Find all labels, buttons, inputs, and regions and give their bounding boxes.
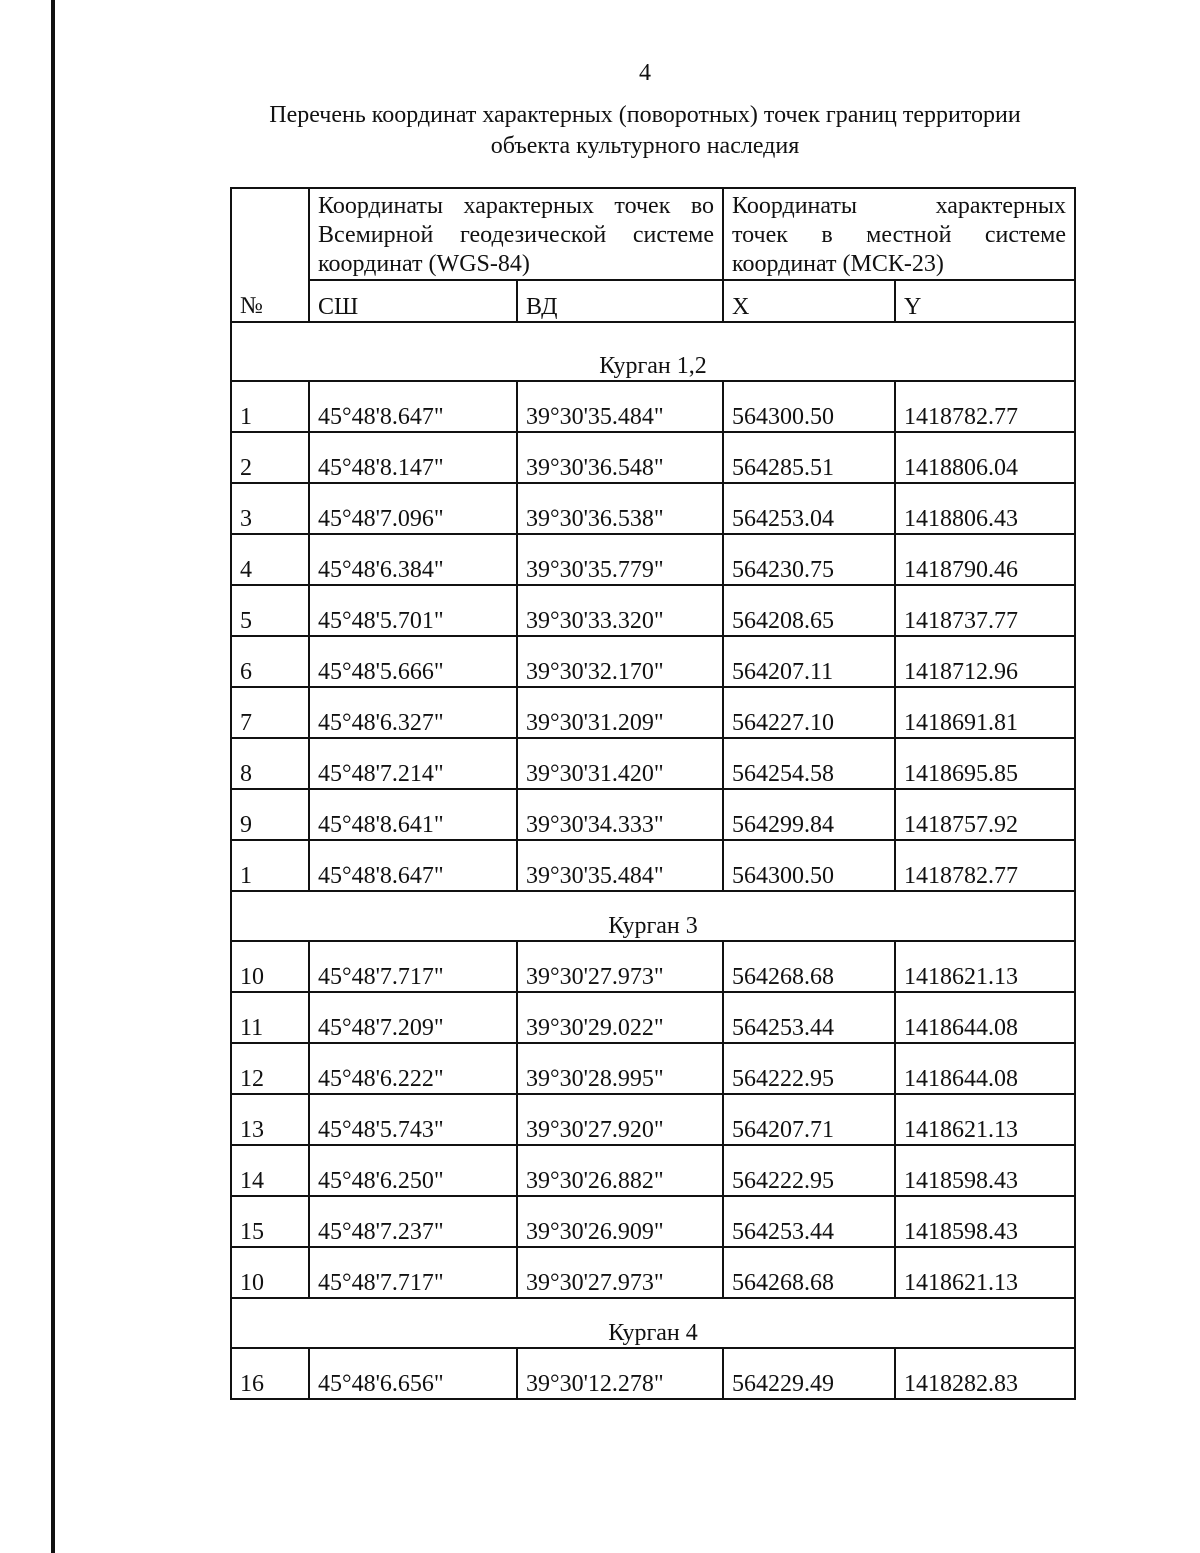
table-row — [231, 1094, 1075, 1145]
table-row — [231, 687, 1075, 738]
longitude-cell: 39°30'27.973" — [517, 1247, 723, 1298]
section-title: Курган 4 — [231, 1298, 1075, 1348]
x-cell: 564207.71 — [723, 1094, 895, 1145]
x-cell: 564299.84 — [723, 789, 895, 840]
longitude-cell: 39°30'27.973" — [517, 941, 723, 992]
header-msk23 — [723, 188, 1075, 280]
y-cell: 1418644.08 — [895, 992, 1075, 1043]
longitude-cell: 39°30'27.920" — [517, 1094, 723, 1145]
latitude-cell: 45°48'6.384" — [309, 534, 517, 585]
longitude-cell: 39°30'35.484" — [517, 381, 723, 432]
table-row — [231, 483, 1075, 534]
x-cell: 564300.50 — [723, 840, 895, 891]
y-cell: 1418782.77 — [895, 381, 1075, 432]
latitude-cell: 45°48'7.214" — [309, 738, 517, 789]
header-msk23-line: координат (МСК-23) — [732, 251, 944, 277]
y-cell: 1418806.04 — [895, 432, 1075, 483]
longitude-cell: 39°30'26.882" — [517, 1145, 723, 1196]
longitude-cell: 39°30'33.320" — [517, 585, 723, 636]
point-number-cell: 4 — [231, 534, 309, 585]
table-header-row — [231, 188, 1075, 280]
latitude-cell: 45°48'5.666" — [309, 636, 517, 687]
latitude-cell: 45°48'8.641" — [309, 789, 517, 840]
y-cell: 1418644.08 — [895, 1043, 1075, 1094]
longitude-cell: 39°30'31.420" — [517, 738, 723, 789]
latitude-cell: 45°48'7.237" — [309, 1196, 517, 1247]
latitude-cell: 45°48'6.250" — [309, 1145, 517, 1196]
latitude-cell: 45°48'6.656" — [309, 1348, 517, 1399]
header-msk23-line: точек в местной системе — [732, 222, 1067, 248]
point-number-cell: 6 — [231, 636, 309, 687]
y-cell: 1418282.83 — [895, 1348, 1075, 1399]
latitude-cell: 45°48'8.647" — [309, 381, 517, 432]
longitude-cell: 39°30'12.278" — [517, 1348, 723, 1399]
header-x: X — [723, 280, 895, 322]
latitude-cell: 45°48'7.209" — [309, 992, 517, 1043]
x-cell: 564253.04 — [723, 483, 895, 534]
x-cell: 564207.11 — [723, 636, 895, 687]
header-y: Y — [895, 280, 1075, 322]
table-row — [231, 585, 1075, 636]
x-cell: 564300.50 — [723, 381, 895, 432]
header-wgs84-line: Всемирной геодезической системе — [318, 222, 714, 248]
latitude-cell: 45°48'6.327" — [309, 687, 517, 738]
y-cell: 1418598.43 — [895, 1196, 1075, 1247]
x-cell: 564268.68 — [723, 1247, 895, 1298]
section-row — [231, 322, 1075, 381]
x-cell: 564253.44 — [723, 1196, 895, 1247]
longitude-cell: 39°30'32.170" — [517, 636, 723, 687]
longitude-cell: 39°30'35.779" — [517, 534, 723, 585]
header-latitude: СШ — [309, 280, 517, 322]
y-cell: 1418757.92 — [895, 789, 1075, 840]
section-row — [231, 1298, 1075, 1348]
longitude-cell: 39°30'28.995" — [517, 1043, 723, 1094]
header-number: № — [231, 188, 309, 322]
document-title-line: объекта культурного наследия — [490, 133, 800, 159]
y-cell: 1418598.43 — [895, 1145, 1075, 1196]
point-number-cell: 10 — [231, 1247, 309, 1298]
table-row — [231, 1043, 1075, 1094]
header-wgs84-line: координат (WGS-84) — [318, 251, 530, 277]
point-number-cell: 10 — [231, 941, 309, 992]
latitude-cell: 45°48'6.222" — [309, 1043, 517, 1094]
table-row — [231, 381, 1075, 432]
x-cell: 564253.44 — [723, 992, 895, 1043]
latitude-cell: 45°48'7.717" — [309, 1247, 517, 1298]
longitude-cell: 39°30'35.484" — [517, 840, 723, 891]
table-row — [231, 789, 1075, 840]
table-row — [231, 1247, 1075, 1298]
latitude-cell: 45°48'7.096" — [309, 483, 517, 534]
y-cell: 1418695.85 — [895, 738, 1075, 789]
table-row — [231, 1348, 1075, 1399]
point-number-cell: 13 — [231, 1094, 309, 1145]
table-row — [231, 738, 1075, 789]
point-number-cell: 15 — [231, 1196, 309, 1247]
table-row — [231, 534, 1075, 585]
y-cell: 1418782.77 — [895, 840, 1075, 891]
point-number-cell: 16 — [231, 1348, 309, 1399]
y-cell: 1418621.13 — [895, 1094, 1075, 1145]
table-row — [231, 941, 1075, 992]
latitude-cell: 45°48'7.717" — [309, 941, 517, 992]
table-row — [231, 1196, 1075, 1247]
longitude-cell: 39°30'31.209" — [517, 687, 723, 738]
y-cell: 1418712.96 — [895, 636, 1075, 687]
x-cell: 564254.58 — [723, 738, 895, 789]
header-wgs84 — [309, 188, 723, 280]
x-cell: 564268.68 — [723, 941, 895, 992]
table-subheader-row — [231, 280, 1075, 322]
table-row — [231, 840, 1075, 891]
document-title-line: Перечень координат характерных (поворотных) точек границ территории — [269, 102, 1021, 128]
y-cell: 1418621.13 — [895, 941, 1075, 992]
point-number-cell: 14 — [231, 1145, 309, 1196]
y-cell: 1418691.81 — [895, 687, 1075, 738]
header-longitude: ВД — [517, 280, 723, 322]
x-cell: 564227.10 — [723, 687, 895, 738]
x-cell: 564229.49 — [723, 1348, 895, 1399]
document-title — [0, 100, 1200, 162]
latitude-cell: 45°48'5.701" — [309, 585, 517, 636]
longitude-cell: 39°30'36.538" — [517, 483, 723, 534]
point-number-cell: 2 — [231, 432, 309, 483]
section-title: Курган 3 — [231, 891, 1075, 941]
coordinates-table — [230, 187, 1076, 1400]
header-wgs84-line: Координаты характерных точек во — [318, 193, 714, 219]
latitude-cell: 45°48'5.743" — [309, 1094, 517, 1145]
point-number-cell: 3 — [231, 483, 309, 534]
point-number-cell: 8 — [231, 738, 309, 789]
latitude-cell: 45°48'8.647" — [309, 840, 517, 891]
longitude-cell: 39°30'29.022" — [517, 992, 723, 1043]
longitude-cell: 39°30'36.548" — [517, 432, 723, 483]
x-cell: 564222.95 — [723, 1043, 895, 1094]
y-cell: 1418790.46 — [895, 534, 1075, 585]
point-number-cell: 5 — [231, 585, 309, 636]
point-number-cell: 11 — [231, 992, 309, 1043]
x-cell: 564285.51 — [723, 432, 895, 483]
point-number-cell: 12 — [231, 1043, 309, 1094]
section-title: Курган 1,2 — [231, 322, 1075, 381]
x-cell: 564208.65 — [723, 585, 895, 636]
section-row — [231, 891, 1075, 941]
x-cell: 564230.75 — [723, 534, 895, 585]
binding-margin-line — [51, 0, 55, 1553]
x-cell: 564222.95 — [723, 1145, 895, 1196]
table-row — [231, 992, 1075, 1043]
point-number-cell: 1 — [231, 840, 309, 891]
point-number-cell: 7 — [231, 687, 309, 738]
point-number-cell: 1 — [231, 381, 309, 432]
table-row — [231, 432, 1075, 483]
y-cell: 1418621.13 — [895, 1247, 1075, 1298]
longitude-cell: 39°30'34.333" — [517, 789, 723, 840]
longitude-cell: 39°30'26.909" — [517, 1196, 723, 1247]
y-cell: 1418806.43 — [895, 483, 1075, 534]
header-msk23-line: Координаты характерных — [732, 193, 1067, 219]
page-number: 4 — [639, 60, 651, 86]
point-number-cell: 9 — [231, 789, 309, 840]
y-cell: 1418737.77 — [895, 585, 1075, 636]
latitude-cell: 45°48'8.147" — [309, 432, 517, 483]
table-row — [231, 636, 1075, 687]
table-row — [231, 1145, 1075, 1196]
